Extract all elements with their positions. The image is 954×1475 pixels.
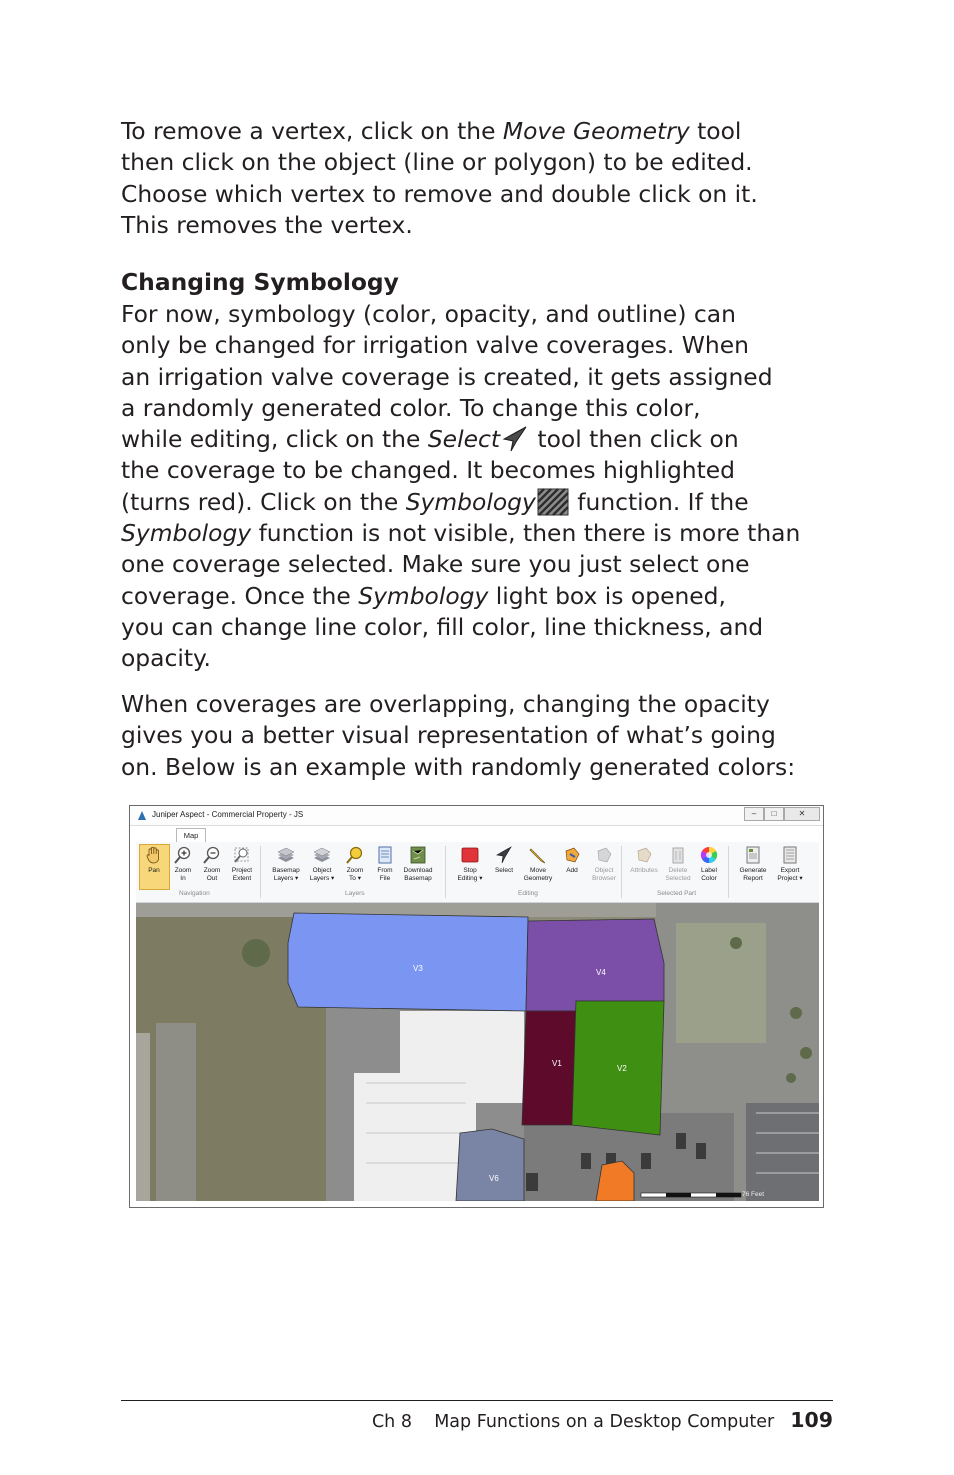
delete-selected-button[interactable] bbox=[661, 845, 695, 883]
coverage-v3[interactable] bbox=[288, 913, 528, 1011]
object-layers-label-2: Layers ▾ bbox=[309, 875, 335, 882]
coverage-orange[interactable] bbox=[596, 1161, 634, 1201]
coverage-label-v1: V1 bbox=[552, 1059, 562, 1068]
export-project-button[interactable] bbox=[772, 845, 808, 883]
text: while editing, click on the bbox=[121, 425, 428, 454]
group-label-selected-part: Selected Part bbox=[657, 890, 697, 897]
label-color-label-2: Color bbox=[701, 875, 717, 882]
export-icon bbox=[780, 845, 800, 865]
text: function is not visible, then there is more than bbox=[251, 519, 801, 548]
app-logo-icon bbox=[137, 810, 147, 821]
paragraph-remove-vertex bbox=[121, 116, 836, 241]
ribbon-tabs bbox=[136, 826, 819, 843]
generate-report-button[interactable] bbox=[734, 845, 772, 883]
zoom-out-icon bbox=[202, 845, 222, 865]
add-label: Add bbox=[566, 867, 578, 874]
paragraph-overlapping bbox=[121, 689, 836, 783]
text: opacity. bbox=[121, 644, 211, 673]
zoom-out-label-2: Out bbox=[206, 875, 218, 882]
text-italic: Select bbox=[427, 425, 500, 454]
text: tool bbox=[689, 117, 742, 145]
coverage-label-v2: V2 bbox=[617, 1064, 627, 1073]
stop-icon bbox=[460, 845, 480, 865]
project-extent-label-2: Extent bbox=[232, 875, 252, 882]
text: the coverage to be changed. It becomes highlighted bbox=[121, 456, 736, 485]
object-layers-label-1: Object bbox=[312, 867, 332, 874]
page-number: 109 bbox=[790, 1408, 833, 1432]
text: For now, symbology (color, opacity, and outline) can bbox=[121, 300, 736, 328]
scale-label: 76 Feet bbox=[742, 1191, 765, 1198]
pencil-icon bbox=[528, 845, 548, 865]
coverage-label-v6: V6 bbox=[489, 1174, 499, 1183]
text-italic: Move Geometry bbox=[502, 117, 690, 145]
text: gives you a better visual representation of what’s going bbox=[121, 721, 776, 750]
project-extent-icon bbox=[232, 845, 252, 865]
text-italic: Symbology bbox=[358, 581, 489, 610]
layers-icon bbox=[276, 845, 296, 865]
text: function. If the bbox=[569, 487, 749, 516]
label-color-button[interactable] bbox=[692, 845, 726, 883]
move-geometry-label-1: Move bbox=[530, 867, 546, 874]
group-label-editing: Editing bbox=[518, 890, 538, 897]
text: This removes the vertex. bbox=[121, 210, 413, 239]
color-wheel-icon bbox=[699, 845, 719, 865]
select-arrow-icon bbox=[500, 425, 530, 453]
layers-icon bbox=[312, 845, 332, 865]
zoom-in-icon bbox=[173, 845, 193, 865]
object-browser-icon bbox=[594, 845, 614, 865]
attributes-label: Attributes bbox=[630, 867, 658, 874]
generate-report-label-1: Generate bbox=[739, 867, 767, 874]
map-canvas[interactable] bbox=[136, 903, 819, 1201]
export-project-label-2: Project ▾ bbox=[777, 875, 803, 882]
add-button[interactable] bbox=[555, 845, 589, 875]
app-screenshot bbox=[129, 805, 824, 1208]
coverage-label-v3: V3 bbox=[413, 964, 423, 973]
project-extent-label-1: Project bbox=[231, 867, 253, 874]
text-italic: Symbology bbox=[121, 519, 252, 548]
pan-label: Pan bbox=[148, 867, 160, 874]
move-geometry-label-2: Geometry bbox=[523, 875, 553, 882]
basemap-layers-button[interactable] bbox=[269, 845, 303, 883]
generate-report-label-2: Report bbox=[743, 875, 763, 882]
symbology-hatch-icon bbox=[536, 488, 570, 516]
from-file-label-1: From bbox=[377, 867, 393, 874]
minimize-button[interactable]: – bbox=[744, 807, 764, 821]
zoom-to-button[interactable] bbox=[338, 845, 372, 883]
tab-map[interactable]: Map bbox=[176, 828, 206, 843]
text: a randomly generated color. To change this color, bbox=[121, 393, 701, 422]
maximize-button[interactable]: □ bbox=[764, 807, 784, 821]
basemap-layers-label-2: Layers ▾ bbox=[273, 875, 299, 882]
stop-editing-label-2: Editing ▾ bbox=[457, 875, 483, 882]
zoom-to-label-1: Zoom bbox=[346, 867, 364, 874]
object-browser-label-2: Browser bbox=[592, 875, 616, 882]
attributes-button[interactable] bbox=[626, 845, 662, 875]
object-browser-label-1: Object bbox=[594, 867, 614, 874]
download-map-icon bbox=[408, 845, 428, 865]
text: then click on the object (line or polygon) to be edited. bbox=[121, 148, 753, 177]
section-heading: Changing Symbology bbox=[121, 268, 399, 296]
text: When coverages are overlapping, changing the opacity bbox=[121, 690, 770, 718]
zoom-to-icon bbox=[345, 845, 365, 865]
move-geometry-button[interactable] bbox=[520, 845, 556, 883]
text: (turns red). Click on the bbox=[121, 487, 406, 516]
hand-icon bbox=[144, 845, 164, 865]
download-basemap-button[interactable] bbox=[398, 845, 438, 883]
page-footer bbox=[121, 1408, 833, 1432]
window-title: Juniper Aspect - Commercial Property - JS bbox=[152, 810, 304, 819]
window-titlebar bbox=[130, 806, 823, 826]
text: you can change line color, fill color, line thickness, and bbox=[121, 612, 764, 641]
stop-editing-button[interactable] bbox=[453, 845, 487, 883]
text: Choose which vertex to remove and double click on it. bbox=[121, 179, 758, 208]
project-extent-button[interactable] bbox=[225, 845, 259, 883]
text-italic: Symbology bbox=[405, 487, 536, 516]
from-file-button[interactable] bbox=[368, 845, 402, 883]
label-color-label-1: Label bbox=[701, 867, 717, 874]
attributes-icon bbox=[634, 845, 654, 865]
text: light box is opened, bbox=[488, 581, 726, 610]
file-icon bbox=[375, 845, 395, 865]
text: tool then click on bbox=[530, 425, 739, 454]
group-label-navigation: Navigation bbox=[179, 890, 210, 897]
zoom-in-label-1: Zoom bbox=[174, 867, 192, 874]
download-basemap-label-2: Basemap bbox=[404, 875, 432, 882]
ribbon-toolbar bbox=[136, 842, 819, 903]
basemap-layers-label-1: Basemap bbox=[272, 867, 300, 874]
zoom-out-label-1: Zoom bbox=[203, 867, 221, 874]
window-controls bbox=[744, 807, 820, 820]
select-arrow-icon bbox=[494, 845, 514, 865]
text: on. Below is an example with randomly generated colors: bbox=[121, 752, 796, 781]
close-button[interactable]: ✕ bbox=[784, 807, 820, 821]
add-shape-icon bbox=[562, 845, 582, 865]
ribbon-separator bbox=[621, 846, 622, 898]
footer-rule bbox=[121, 1400, 833, 1401]
text: only be changed for irrigation valve coverages. When bbox=[121, 331, 749, 360]
ribbon-separator bbox=[260, 846, 261, 898]
export-project-label-1: Export bbox=[780, 867, 800, 874]
select-button[interactable] bbox=[487, 845, 521, 875]
group-label-layers: Layers bbox=[345, 890, 365, 897]
zoom-in-label-2: In bbox=[180, 875, 186, 882]
coverage-v4[interactable] bbox=[526, 919, 664, 1011]
map-view[interactable] bbox=[136, 903, 819, 1201]
download-basemap-label-1: Download bbox=[403, 867, 433, 874]
delete-selected-label-2: Selected bbox=[665, 875, 691, 882]
chapter-title: Ch 8 Map Functions on a Desktop Computer bbox=[371, 1412, 775, 1432]
text: To remove a vertex, click on the bbox=[121, 117, 503, 145]
ribbon-separator bbox=[728, 846, 729, 898]
ribbon-separator bbox=[445, 846, 446, 898]
delete-icon bbox=[668, 845, 688, 865]
zoom-to-label-2: To ▾ bbox=[349, 875, 361, 882]
object-layers-button[interactable] bbox=[305, 845, 339, 883]
paragraph-symbology bbox=[121, 299, 836, 675]
zoom-out-button[interactable] bbox=[195, 845, 229, 883]
coverage-label-v4: V4 bbox=[596, 968, 606, 977]
object-browser-button[interactable] bbox=[587, 845, 621, 883]
select-label: Select bbox=[494, 867, 514, 874]
delete-selected-label-1: Delete bbox=[668, 867, 688, 874]
report-icon bbox=[743, 845, 763, 865]
stop-editing-label-1: Stop bbox=[463, 867, 477, 874]
text: one coverage selected. Make sure you just select one bbox=[121, 550, 750, 579]
from-file-label-2: File bbox=[379, 875, 391, 882]
text: coverage. Once the bbox=[121, 581, 359, 610]
coverage-v6[interactable] bbox=[456, 1129, 524, 1201]
coverage-v1[interactable] bbox=[522, 1011, 576, 1125]
text: an irrigation valve coverage is created, it gets assigned bbox=[121, 362, 773, 391]
